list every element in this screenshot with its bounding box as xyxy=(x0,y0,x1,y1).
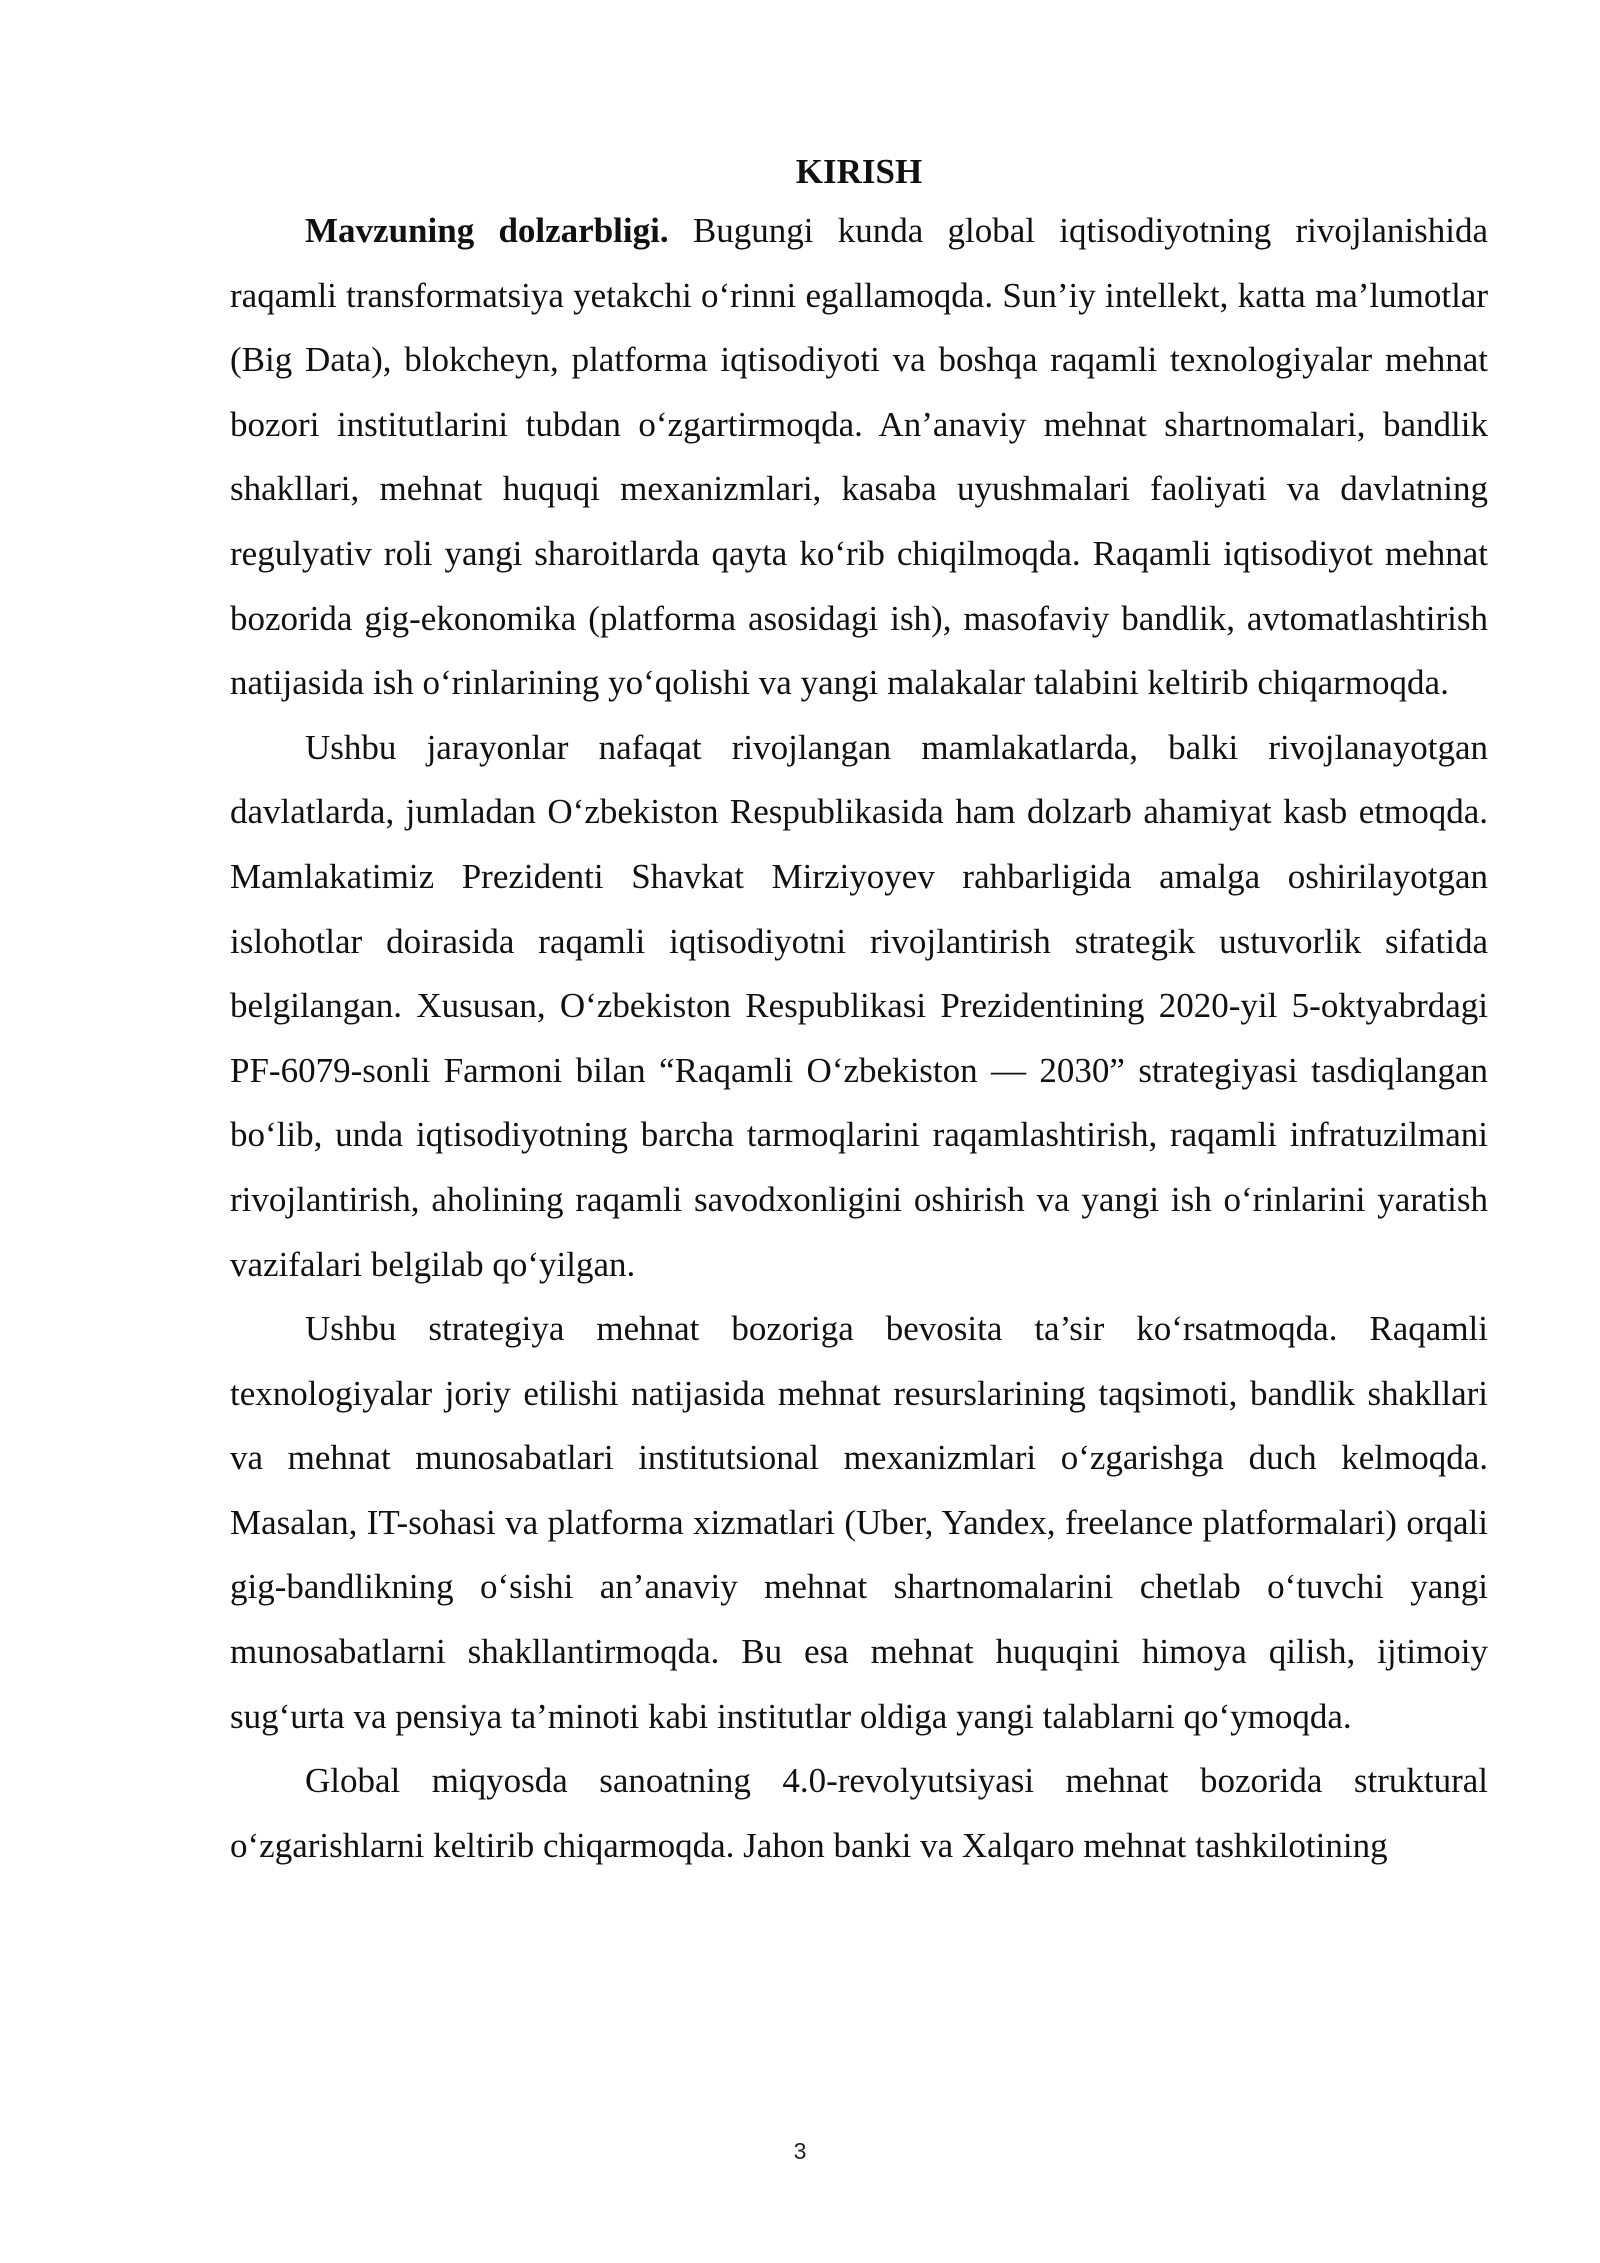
paragraph-relevance xyxy=(230,199,1488,716)
paragraph-text: Bugungi kunda global iqtisodiyotning rivojlanishida raqamli transformatsiya yetakchi o‘rinni egallamoqda. Sun’iy intellekt, katta ma’lumotlar (Big Data), blokcheyn, platforma iqtisodiyoti va boshqa raqamli texnologiyalar mehnat bozori institutlarini tubdan o‘zgartirmoqda. An’anaviy mehnat shartnomalari, bandlik shakllari, mehnat huquqi mexanizmlari, kasaba uyushmalari faoliyati va davlatning regulyativ roli yangi sharoitlarda qayta ko‘rib chiqilmoqda. Raqamli iqtisodiyot mehnat bozorida gig-ekonomika (platforma asosidagi ish), masofaviy bandlik, avtomatlashtirish natijasida ish o‘rinlarining yo‘qolishi va yangi malakalar talabini keltirib chiqarmoqda. xyxy=(230,211,1488,703)
paragraph-strategy-context: Ushbu jarayonlar nafaqat rivojlangan mamlakatlarda, balki rivojlanayotgan davlatlarda, jumladan O‘zbekiston Respublikasida ham dolzarb ahamiyat kasb etmoqda. Mamlakatimiz Prezidenti Shavkat Mirziyoyev rahbarligida amalga oshirilayotgan islohotlar doirasida raqamli iqtisodiyotni rivojlantirish strategik ustuvorlik sifatida belgilangan. Xususan, O‘zbekiston Respublikasi Prezidentining 2020-yil 5-oktyabrdagi PF-6079-sonli Farmoni bilan “Raqamli O‘zbekiston — 2030” strategiyasi tasdiqlangan bo‘lib, unda iqtisodiyotning barcha tarmoqlarini raqamlashtirish, raqamli infratuzilmani rivojlantirish, aholining raqamli savodxonligini oshirish va yangi ish o‘rinlarini yaratish vazifalari belgilab qo‘yilgan. xyxy=(230,727,1488,1284)
paragraph-lead: Mavzuning dolzarbligi. xyxy=(305,211,669,250)
paragraph-labor-market-impact: Ushbu strategiya mehnat bozoriga bevosita ta’sir ko‘rsatmoqda. Raqamli texnologiyalar joriy etilishi natijasida mehnat resurslarining taqsimoti, bandlik shakllari va mehnat munosabatlari institutsional mexanizmlari o‘zgarishga duch kelmoqda. Masalan, IT-sohasi va platforma xizmatlari (Uber, Yandex, freelance platformalari) orqali gig-bandlikning o‘sishi an’anaviy mehnat shartnomalarini chetlab o‘tuvchi yangi munosabatlarni shakllantirmoqda. Bu esa mehnat huquqini himoya qilish, ijtimoiy sug‘urta va pensiya ta’minoti kabi institutlar oldiga yangi talablarni qo‘ymoqda. xyxy=(230,1309,1488,1736)
paragraph-global-trends: Global miqyosda sanoatning 4.0-revolyutsiyasi mehnat bozorida struktural o‘zgarishlarni keltirib chiqarmoqda. Jahon banki va Xalqaro mehnat tashkilotining xyxy=(230,1761,1488,1865)
page-number: 3 xyxy=(793,2138,807,2164)
section-heading: KIRISH xyxy=(795,152,923,191)
page-content xyxy=(230,148,1488,1878)
